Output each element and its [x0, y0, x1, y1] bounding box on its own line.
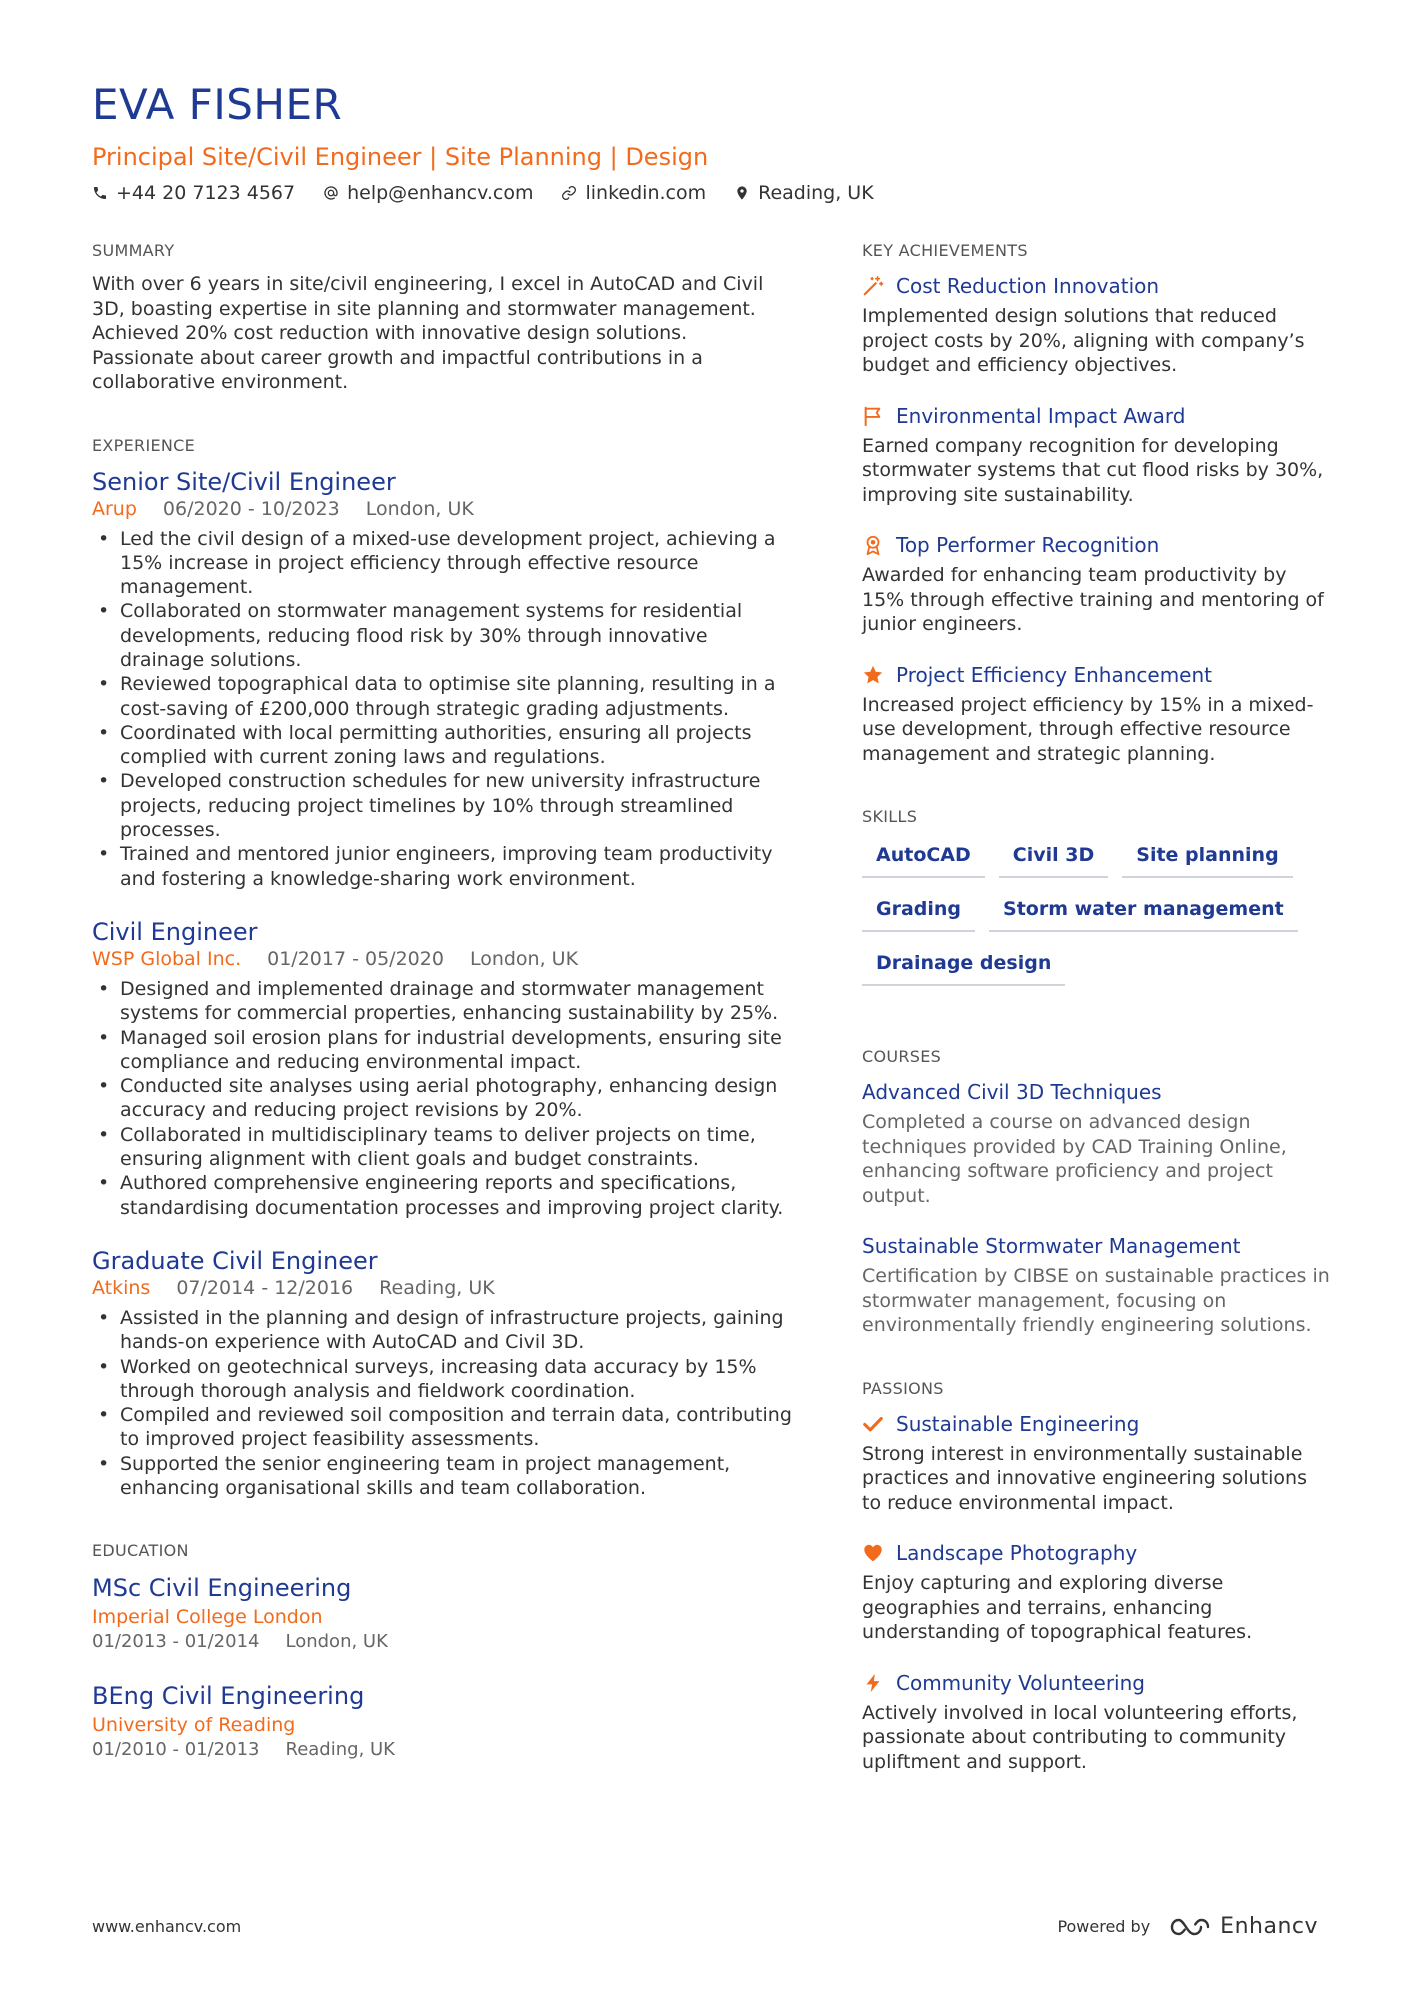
job-meta [92, 947, 792, 971]
education-entry [92, 1572, 792, 1654]
passion-desc: Strong interest in environmentally sustainable practices and innovative engineering solutions to reduce environmental impact. [862, 1442, 1307, 1514]
job-bullet: • Managed soil erosion plans for industrial developments, ensuring site compliance and reducing environmental impact. [92, 1026, 792, 1075]
job-entry [92, 467, 792, 891]
heart-icon [862, 1542, 884, 1564]
job-bullet: • Developed construction schedules for new university infrastructure projects, reducing project timelines by 10% through streamlined processes. [92, 769, 792, 842]
job-bullets [92, 1306, 792, 1500]
powered-by-label: Powered by [1057, 1917, 1151, 1936]
education-degree: MSc Civil Engineering [92, 1574, 352, 1603]
achievement-title: Top Performer Recognition [896, 533, 1160, 557]
achievement-desc: Implemented design solutions that reduced project costs by 20%, aligning with company’s budget and efficiency objectives. [862, 305, 1305, 376]
course-item [862, 1078, 1332, 1208]
education-location: London, UK [285, 1631, 388, 1653]
right-column [862, 240, 1332, 1814]
achievement-item [862, 531, 1332, 637]
achievement-title: Project Efficiency Enhancement [896, 662, 1213, 687]
job-bullet: • Designed and implemented drainage and stormwater management systems for commercial properties, enhancing sustainability by 25%. [92, 977, 792, 1026]
education-heading: EDUCATION [92, 1541, 189, 1561]
linkedin-text: linkedin.com [585, 182, 707, 204]
job-location: London, UK [365, 497, 474, 520]
passion-desc: Enjoy capturing and exploring diverse geographies and terrains, enhancing understanding of topographical features. [862, 1572, 1253, 1643]
education-section [92, 1540, 792, 1762]
passions-heading: PASSIONS [862, 1378, 944, 1398]
footer-url[interactable]: www.enhancv.com [92, 1917, 242, 1936]
job-bullet: • Collaborated in multidisciplinary teams to deliver projects on time, ensuring alignment with client goals and budget constraints. [92, 1123, 792, 1172]
course-desc: Certification by CIBSE on sustainable practices in stormwater management, focusing on environmentally friendly engineering solutions. [862, 1265, 1330, 1336]
passion-item [862, 1669, 1332, 1775]
experience-section [92, 435, 792, 1501]
job-bullet: • Reviewed topographical data to optimise site planning, resulting in a cost-saving of £200,000 through strategic grading adjustments. [92, 672, 792, 721]
job-bullet: • Trained and mentored junior engineers, improving team productivity and fostering a knowledge-sharing work environment. [92, 842, 792, 891]
job-bullet: • Conducted site analyses using aerial photography, enhancing design accuracy and reducing project revisions by 20%. [92, 1074, 792, 1123]
flag-icon [862, 405, 884, 427]
passion-item [862, 1410, 1332, 1516]
contact-row [92, 180, 1332, 206]
education-degree: BEng Civil Engineering [92, 1682, 365, 1711]
job-bullet: • Collaborated on stormwater management systems for residential developments, reducing flood risk by 30% through innovative drainage solutions. [92, 599, 792, 672]
achievement-desc: Awarded for enhancing team productivity by 15% through effective training and mentoring of junior engineers. [862, 564, 1324, 635]
job-dates: 01/2017 - 05/2020 [267, 947, 444, 970]
skills-heading: SKILLS [862, 807, 918, 826]
job-title: Civil Engineer [92, 917, 258, 946]
checkmark-icon [862, 1413, 884, 1435]
achievement-item [862, 272, 1332, 378]
achievement-title: Environmental Impact Award [896, 403, 1186, 428]
candidate-subtitle: Principal Site/Civil Engineer | Site Planning | Design [92, 143, 709, 171]
summary-section [92, 240, 792, 395]
job-title: Graduate Civil Engineer [92, 1246, 378, 1275]
contact-email[interactable] [323, 180, 533, 206]
skill-tag: AutoCAD [862, 838, 985, 878]
summary-text: With over 6 years in site/civil engineering, I excel in AutoCAD and Civil 3D, boasting expertise in site planning and stormwater management. Achieved 20% cost reduction with innovative design solutions. Passionate about career growth and impactful contributions in a collaborative environment. [92, 273, 764, 393]
job-company: WSP Global Inc. [92, 947, 242, 970]
achievements-heading: KEY ACHIEVEMENTS [862, 241, 1028, 260]
job-bullet: • Worked on geotechnical surveys, increasing data accuracy by 15% through thorough analysis and fieldwork coordination. [92, 1355, 792, 1404]
skill-tag: Site planning [1122, 838, 1292, 878]
job-bullet: • Coordinated with local permitting authorities, ensuring all projects complied with current zoning laws and regulations. [92, 721, 792, 770]
achievements-section [862, 240, 1332, 766]
skills-list [862, 838, 1332, 986]
job-bullet: • Compiled and reviewed soil composition and terrain data, contributing to improved project feasibility assessments. [92, 1403, 792, 1452]
courses-section [862, 1046, 1332, 1338]
phone-icon [92, 185, 108, 201]
left-column [92, 240, 792, 1802]
resume-header [92, 80, 1332, 206]
education-meta [92, 1738, 792, 1762]
education-entry [92, 1680, 792, 1762]
summary-heading: SUMMARY [92, 241, 175, 260]
education-school: University of Reading [92, 1714, 296, 1737]
passion-title: Sustainable Engineering [896, 1411, 1140, 1436]
job-company: Arup [92, 497, 137, 520]
skill-tag: Storm water management [989, 892, 1298, 932]
medal-icon [862, 534, 884, 556]
contact-linkedin[interactable] [561, 180, 706, 206]
job-dates: 07/2014 - 12/2016 [176, 1276, 354, 1299]
job-company: Atkins [92, 1276, 151, 1299]
magic-wand-icon [862, 275, 884, 297]
education-school: Imperial College London [92, 1606, 323, 1629]
course-item [862, 1232, 1332, 1338]
job-meta [92, 497, 792, 521]
passion-title: Landscape Photography [896, 1541, 1138, 1565]
passion-item [862, 1539, 1332, 1645]
job-title: Senior Site/Civil Engineer [92, 467, 396, 496]
achievement-item [862, 402, 1332, 508]
lightning-icon [862, 1672, 884, 1694]
email-text: help@enhancv.com [347, 182, 534, 204]
brand-name: Enhancv [1220, 1914, 1318, 1939]
location-pin-icon [734, 185, 750, 201]
job-entry [92, 917, 792, 1220]
job-location: London, UK [469, 947, 579, 970]
education-dates: 01/2010 - 01/2013 [92, 1739, 260, 1761]
passion-title: Community Volunteering [896, 1670, 1145, 1695]
courses-heading: COURSES [862, 1047, 942, 1066]
education-location: Reading, UK [285, 1739, 395, 1761]
education-dates: 01/2013 - 01/2014 [92, 1631, 260, 1653]
location-text: Reading, UK [758, 182, 874, 204]
job-bullet: • Supported the senior engineering team in project management, enhancing organisational skills and team collaboration. [92, 1452, 792, 1501]
course-desc: Completed a course on advanced design techniques provided by CAD Training Online, enhancing software proficiency and project output. [862, 1111, 1287, 1207]
achievement-item [862, 661, 1332, 767]
education-meta [92, 1630, 792, 1654]
achievement-desc: Earned company recognition for developing stormwater systems that cut flood risks by 30%, improving site sustainability. [862, 434, 1324, 506]
passions-section [862, 1378, 1332, 1775]
skill-tag: Civil 3D [999, 838, 1108, 878]
skill-tag: Grading [862, 892, 975, 932]
job-entry [92, 1246, 792, 1500]
experience-heading: EXPERIENCE [92, 435, 196, 455]
job-dates: 06/2020 - 10/2023 [162, 497, 340, 520]
contact-phone[interactable] [92, 180, 295, 206]
link-icon [561, 185, 577, 201]
job-bullet: • Led the civil design of a mixed-use development project, achieving a 15% increase in project efficiency through effective resource management. [92, 527, 792, 600]
job-bullets [92, 977, 792, 1220]
skills-section [862, 806, 1332, 986]
job-meta [92, 1276, 792, 1300]
star-icon [862, 664, 884, 686]
course-title: Advanced Civil 3D Techniques [862, 1080, 1162, 1104]
phone-text: +44 20 7123 4567 [116, 182, 296, 204]
course-title: Sustainable Stormwater Management [862, 1234, 1241, 1258]
achievement-title: Cost Reduction Innovation [896, 274, 1160, 298]
enhancv-logo-icon [1168, 1915, 1212, 1939]
job-bullet: • Assisted in the planning and design of infrastructure projects, gaining hands-on experience with AutoCAD and Civil 3D. [92, 1306, 792, 1355]
passion-desc: Actively involved in local volunteering efforts, passionate about contributing to community upliftment and support. [862, 1701, 1298, 1773]
brand-logo[interactable] [1168, 1914, 1318, 1939]
job-location: Reading, UK [379, 1276, 495, 1299]
candidate-name: EVA FISHER [92, 80, 343, 129]
page-footer [92, 1914, 1318, 1939]
at-icon [323, 185, 339, 201]
achievement-desc: Increased project efficiency by 15% in a mixed-use development, through effective resource management and strategic planning. [862, 693, 1314, 765]
job-bullets [92, 527, 792, 891]
contact-location [734, 180, 874, 206]
job-bullet: • Authored comprehensive engineering reports and specifications, standardising documentation processes and improving project clarity. [92, 1171, 792, 1220]
footer-brand [1057, 1914, 1318, 1939]
skill-tag: Drainage design [862, 946, 1065, 986]
